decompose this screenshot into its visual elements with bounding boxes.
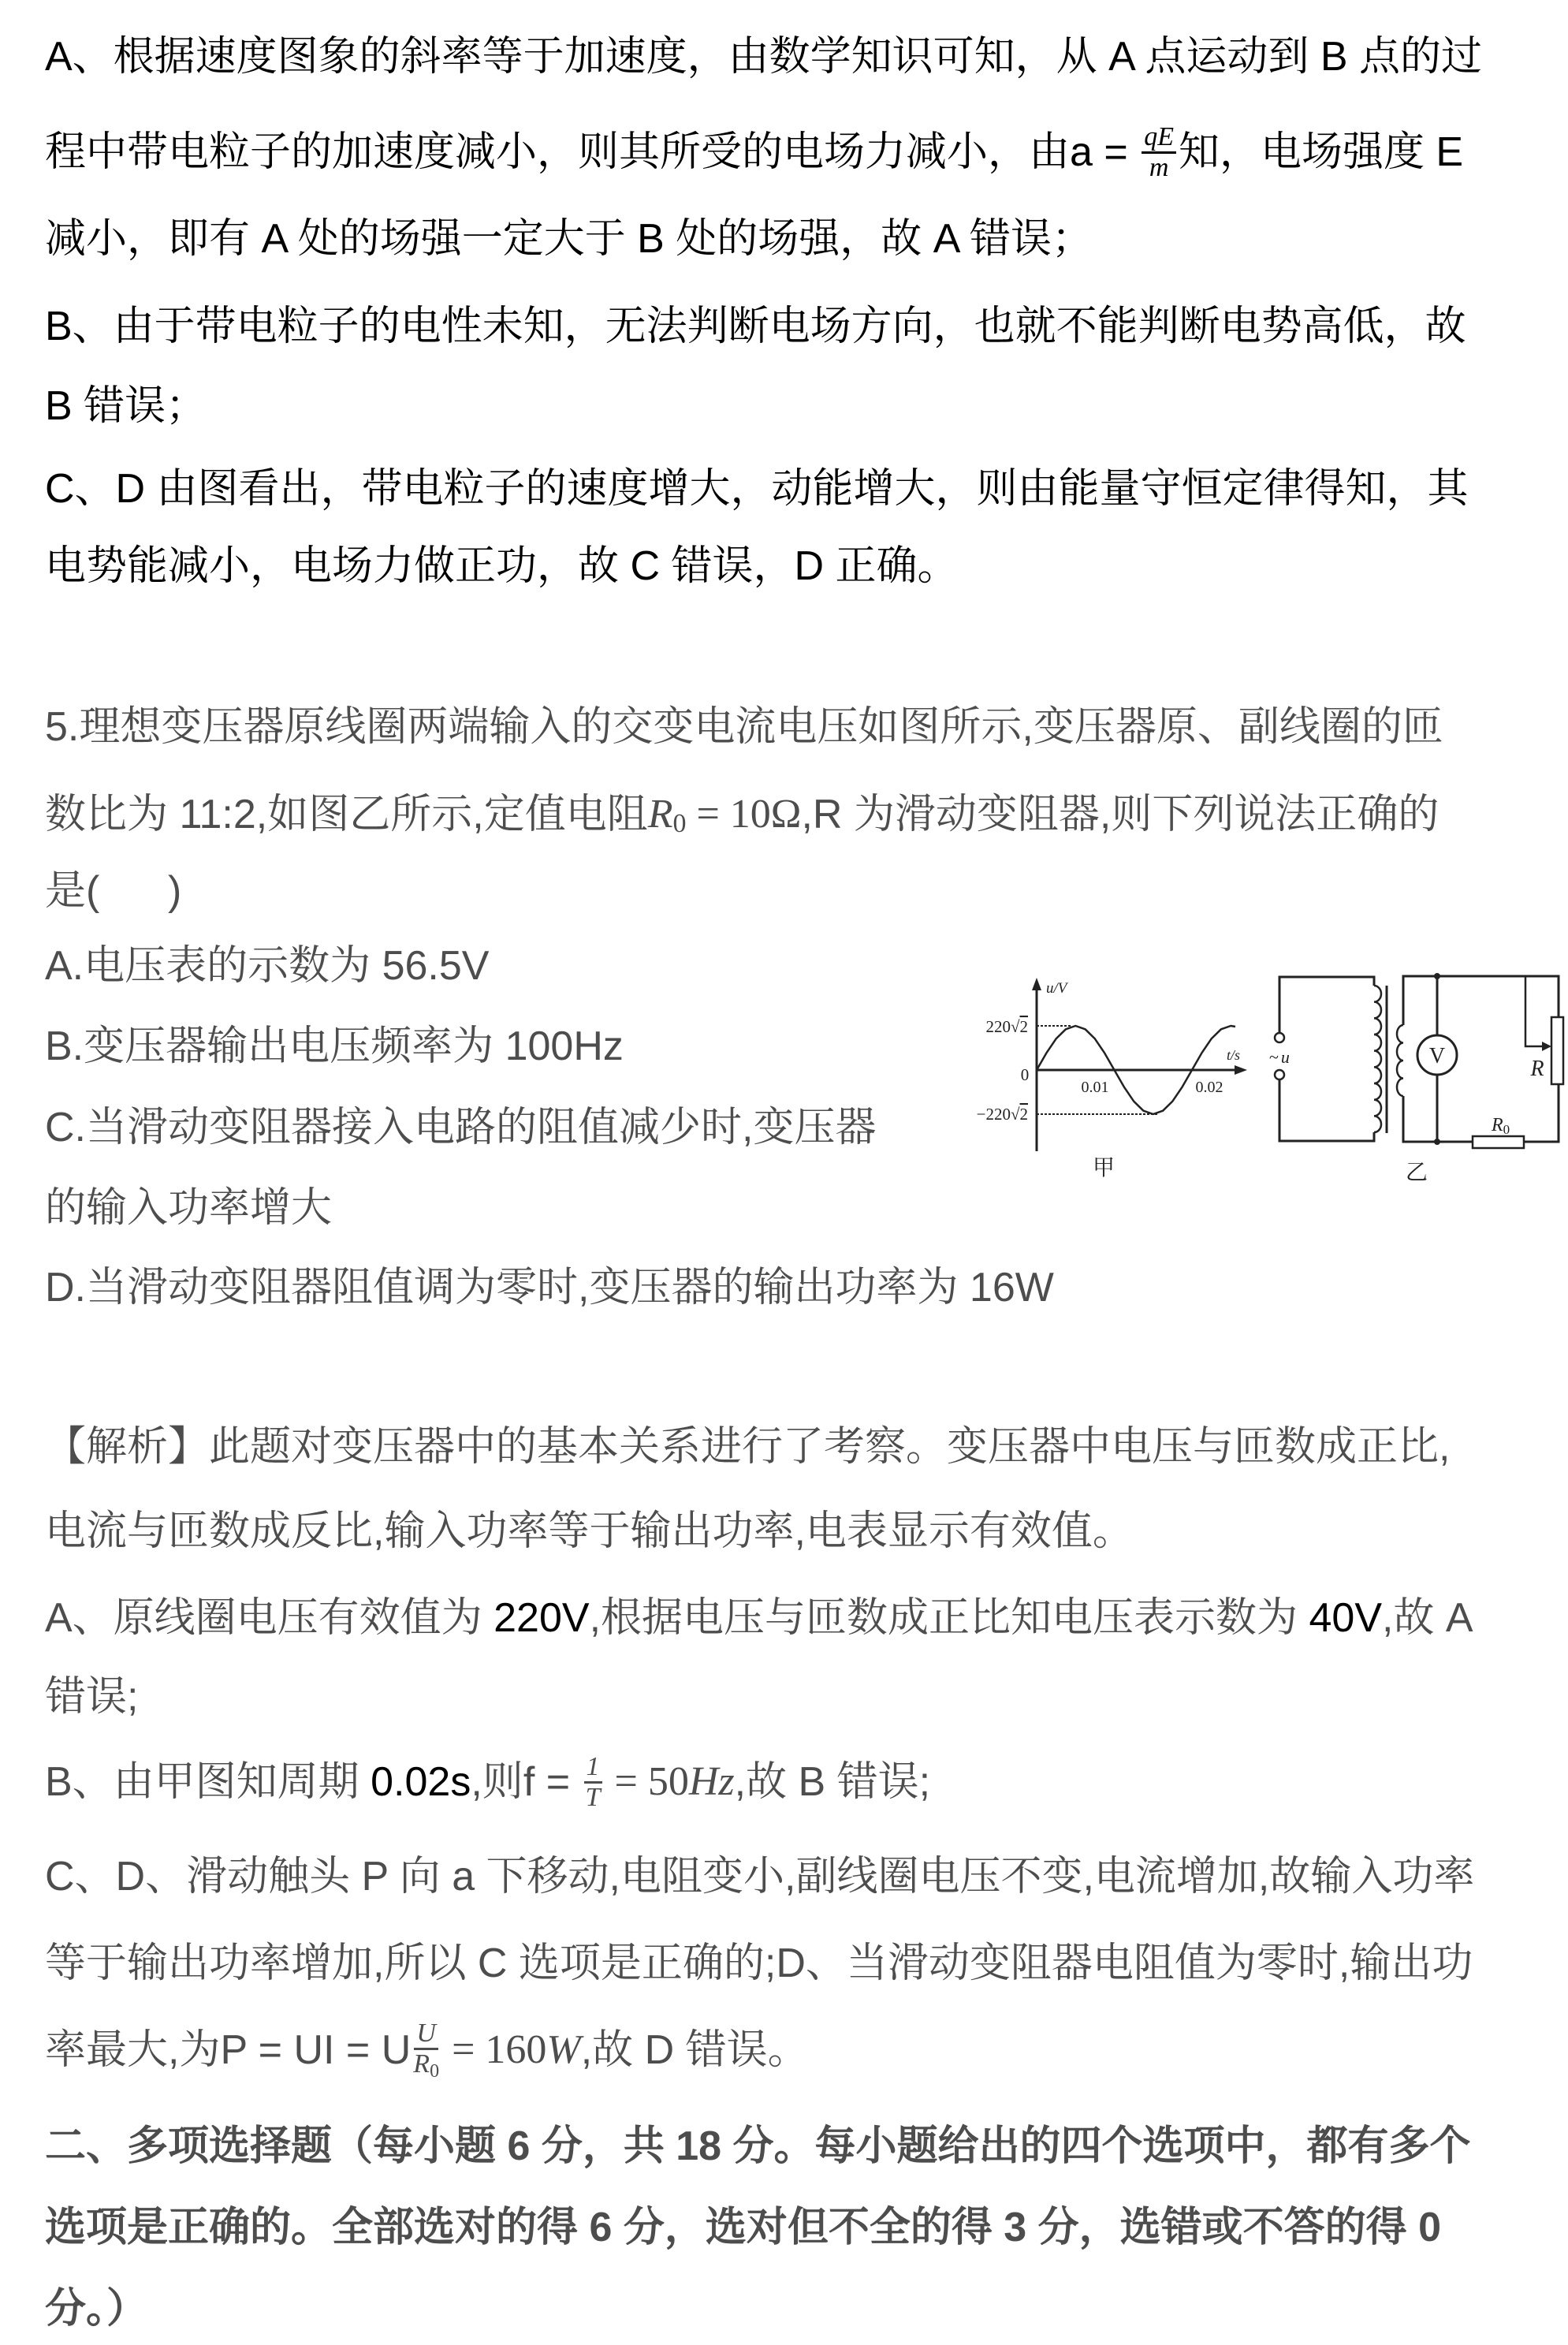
- text: 程中带电粒子的加速度减小，则其所受的电场力减小，由: [45, 129, 1071, 175]
- question-5-stem-line-2: [45, 791, 1439, 838]
- option-a: [45, 942, 489, 990]
- y-max-label: [985, 1017, 1028, 1036]
- y-max-value: 220√: [985, 1017, 1020, 1036]
- text: ,则: [471, 1759, 523, 1805]
- analysis-line-2: [45, 1508, 1134, 1555]
- source-symbol: u: [1280, 1047, 1290, 1067]
- fraction-denominator: [413, 2050, 439, 2081]
- text: 二、多项选择题（每小题 6 分，共 18 分。每小题给出的四个选项中，都有多个: [45, 2123, 1471, 2169]
- fixed-resistor-label: [1491, 1115, 1510, 1137]
- answer-blank: 是( ): [45, 868, 182, 914]
- secondary-top-wire: [1403, 976, 1559, 1025]
- fraction-numerator: U: [414, 2019, 438, 2050]
- voltage-time-graph: [1032, 978, 1247, 1151]
- text: B、由甲图知周期: [45, 1759, 371, 1805]
- analysis-line-1: [45, 1423, 1450, 1471]
- text: 选项是正确的。全部选对的得 6 分，选对但不全的得 3 分，选错或不答的得 0: [45, 2205, 1441, 2250]
- text: 减小，即有 A 处的场强一定大于 B 处的场强，故 A 错误；: [45, 216, 1093, 262]
- resistor-value: = 10Ω: [686, 792, 802, 837]
- voltmeter-reading-value: 40V: [1309, 1595, 1383, 1641]
- junction-dot-top: [1434, 973, 1440, 979]
- fraction-denominator: m: [1149, 152, 1169, 182]
- fraction-numerator: 1: [584, 1753, 602, 1784]
- question-5-figure: [946, 966, 1568, 1187]
- transformer-circuit: [1275, 973, 1563, 1148]
- circuit-caption: 乙: [1405, 1161, 1428, 1185]
- text: ,故 A: [1382, 1595, 1473, 1641]
- formula-lhs: P = UI = U: [220, 2027, 412, 2073]
- rheostat-label: R: [1530, 1057, 1544, 1081]
- option-c: [45, 1104, 876, 1151]
- source-label: [1269, 1047, 1290, 1067]
- text: C、D 由图看出，带电粒子的速度增大，动能增大，则由能量守恒定律得知，其: [45, 466, 1469, 512]
- text: 知，电场强度 E: [1178, 129, 1464, 175]
- option-d: [45, 1264, 1054, 1311]
- y-max-radicand: 2: [1019, 1017, 1028, 1036]
- input-terminal-bottom: [1275, 1070, 1284, 1079]
- primary-top-wire: [1279, 977, 1374, 1033]
- prev-explanation-line-6: [45, 465, 1469, 513]
- graph-caption: 甲: [1092, 1156, 1115, 1180]
- section-2-heading-line-2: [45, 2204, 1441, 2251]
- formula-unit: W: [546, 2027, 581, 2072]
- analysis-line-5: [45, 1751, 931, 1812]
- text: B 错误；: [45, 383, 207, 429]
- y-axis-arrow-icon: [1032, 978, 1041, 990]
- prev-explanation-line-7: [45, 542, 958, 590]
- text: 5.理想变压器原线圈两端输入的交变电流电压如图所示,变压器原、副线圈的匝: [45, 704, 1443, 750]
- y-min-radicand: 2: [1019, 1105, 1028, 1124]
- analysis-line-4: [45, 1673, 138, 1721]
- text: 【解析】此题对变压器中的基本关系进行了考察。变压器中电压与匝数成正比,: [45, 1424, 1451, 1470]
- question-5-stem-line-3: [45, 867, 181, 915]
- formula-unit: Hz: [688, 1759, 735, 1804]
- voltmeter-label: V: [1428, 1044, 1446, 1068]
- secondary-right-wire: [1524, 1084, 1559, 1142]
- x-axis-label: t/s: [1227, 1047, 1241, 1063]
- text: B、由于带电粒子的电性未知，无法判断电场方向，也就不能判断电势高低，故: [45, 304, 1466, 349]
- option-c-continued: [45, 1184, 332, 1232]
- input-terminal-top: [1275, 1033, 1284, 1042]
- analysis-line-3: [45, 1594, 1473, 1642]
- text: 分。）: [45, 2286, 148, 2332]
- ac-tilde-icon: ~: [1269, 1047, 1279, 1067]
- fraction-denominator: T: [585, 1782, 601, 1812]
- text: 电流与匝数成反比,输入功率等于输出功率,电表显示有效值。: [45, 1508, 1134, 1554]
- text: C、D、滑动触头 P 向 a 下移动,电阻变小,副线圈电压不变,电流增加,故输入功率: [45, 1854, 1475, 1899]
- x-axis-arrow-icon: [1235, 1065, 1247, 1075]
- x-tick-label-0-02: 0.02: [1195, 1079, 1223, 1096]
- text: ,根据电压与匝数成正比知电压表示数为: [589, 1595, 1309, 1641]
- text: 率最大,为: [45, 2027, 221, 2073]
- resistor-symbol: R: [1492, 1115, 1503, 1135]
- text: ,R 为滑动变阻器,则下列说法正确的: [801, 792, 1440, 837]
- primary-coil: [1374, 986, 1381, 1132]
- y-min-value: −220√: [976, 1105, 1020, 1124]
- analysis-line-8: [45, 2019, 809, 2082]
- origin-label: 0: [1020, 1065, 1030, 1084]
- prev-explanation-line-3: [45, 215, 1093, 263]
- prev-explanation-line-4: [45, 303, 1466, 350]
- x-tick-label-0-01: 0.01: [1081, 1079, 1109, 1096]
- resistor-symbol: R: [647, 792, 673, 837]
- prev-explanation-line-5: [45, 382, 207, 430]
- text: 数比为 11:2,如图乙所示,定值电阻: [45, 792, 648, 837]
- fraction-u-over-r0: [413, 2019, 439, 2081]
- fraction-1-over-t: [584, 1753, 602, 1812]
- option-a-text: A.电压表的示数为 56.5V: [45, 943, 490, 989]
- formula-result: = 160: [441, 2027, 547, 2072]
- analysis-line-6: [45, 1853, 1474, 1900]
- denominator-symbol: R: [413, 2049, 430, 2078]
- denominator-subscript: 0: [430, 2061, 440, 2082]
- option-c-text: C.当滑动变阻器接入电路的阻值减少时,变压器: [45, 1105, 877, 1150]
- primary-voltage-value: 220V: [493, 1595, 590, 1641]
- period-value: 0.02s: [371, 1759, 471, 1805]
- formula-result: = 50: [604, 1759, 689, 1804]
- text: 错误;: [45, 1674, 139, 1720]
- text: 等于输出功率增加,所以 C 选项是正确的;D、当滑动变阻器电阻值为零时,输出功: [45, 1940, 1473, 1986]
- y-min-label: [977, 1105, 1028, 1124]
- text: A、原线圈电压有效值为: [45, 1595, 494, 1641]
- junction-dot-bottom: [1434, 1139, 1440, 1145]
- option-c-text: 的输入功率增大: [45, 1185, 333, 1231]
- analysis-line-7: [45, 1940, 1473, 1987]
- slider-arrow-icon: [1542, 1042, 1551, 1051]
- question-5-stem-line-1: [45, 703, 1443, 751]
- text: 电势能减小，电场力做正功，故 C 错误，D 正确。: [45, 543, 959, 589]
- formula-lhs: a =: [1070, 129, 1140, 175]
- text: ,故 D 错误。: [580, 2027, 809, 2073]
- resistor-subscript: 0: [1503, 1122, 1510, 1137]
- fraction-qe-over-m: [1142, 123, 1176, 182]
- section-2-heading-line-1: [45, 2123, 1471, 2170]
- fixed-resistor-icon: [1473, 1136, 1524, 1148]
- prev-explanation-line-2: [45, 121, 1464, 182]
- option-b: [45, 1023, 624, 1070]
- text: A、根据速度图象的斜率等于加速度，由数学知识可知，从 A 点运动到 B 点的过: [45, 34, 1482, 80]
- option-d-text: D.当滑动变阻器阻值调为零时,变压器的输出功率为 16W: [45, 1265, 1054, 1310]
- option-b-text: B.变压器输出电压频率为 100Hz: [45, 1023, 624, 1069]
- primary-bottom-wire: [1279, 1079, 1374, 1141]
- text: ,故 B 错误;: [734, 1759, 931, 1805]
- resistor-subscript: 0: [672, 809, 687, 838]
- prev-explanation-line-1: [45, 33, 1482, 80]
- rheostat-icon: [1551, 1017, 1563, 1084]
- y-axis-label: u/V: [1046, 980, 1067, 997]
- secondary-coil: [1397, 1025, 1403, 1096]
- section-2-heading-line-3: [45, 2285, 147, 2332]
- rheostat-slider-wire: [1525, 976, 1545, 1046]
- formula-lhs: f =: [523, 1759, 582, 1805]
- fraction-numerator: qE: [1142, 123, 1176, 154]
